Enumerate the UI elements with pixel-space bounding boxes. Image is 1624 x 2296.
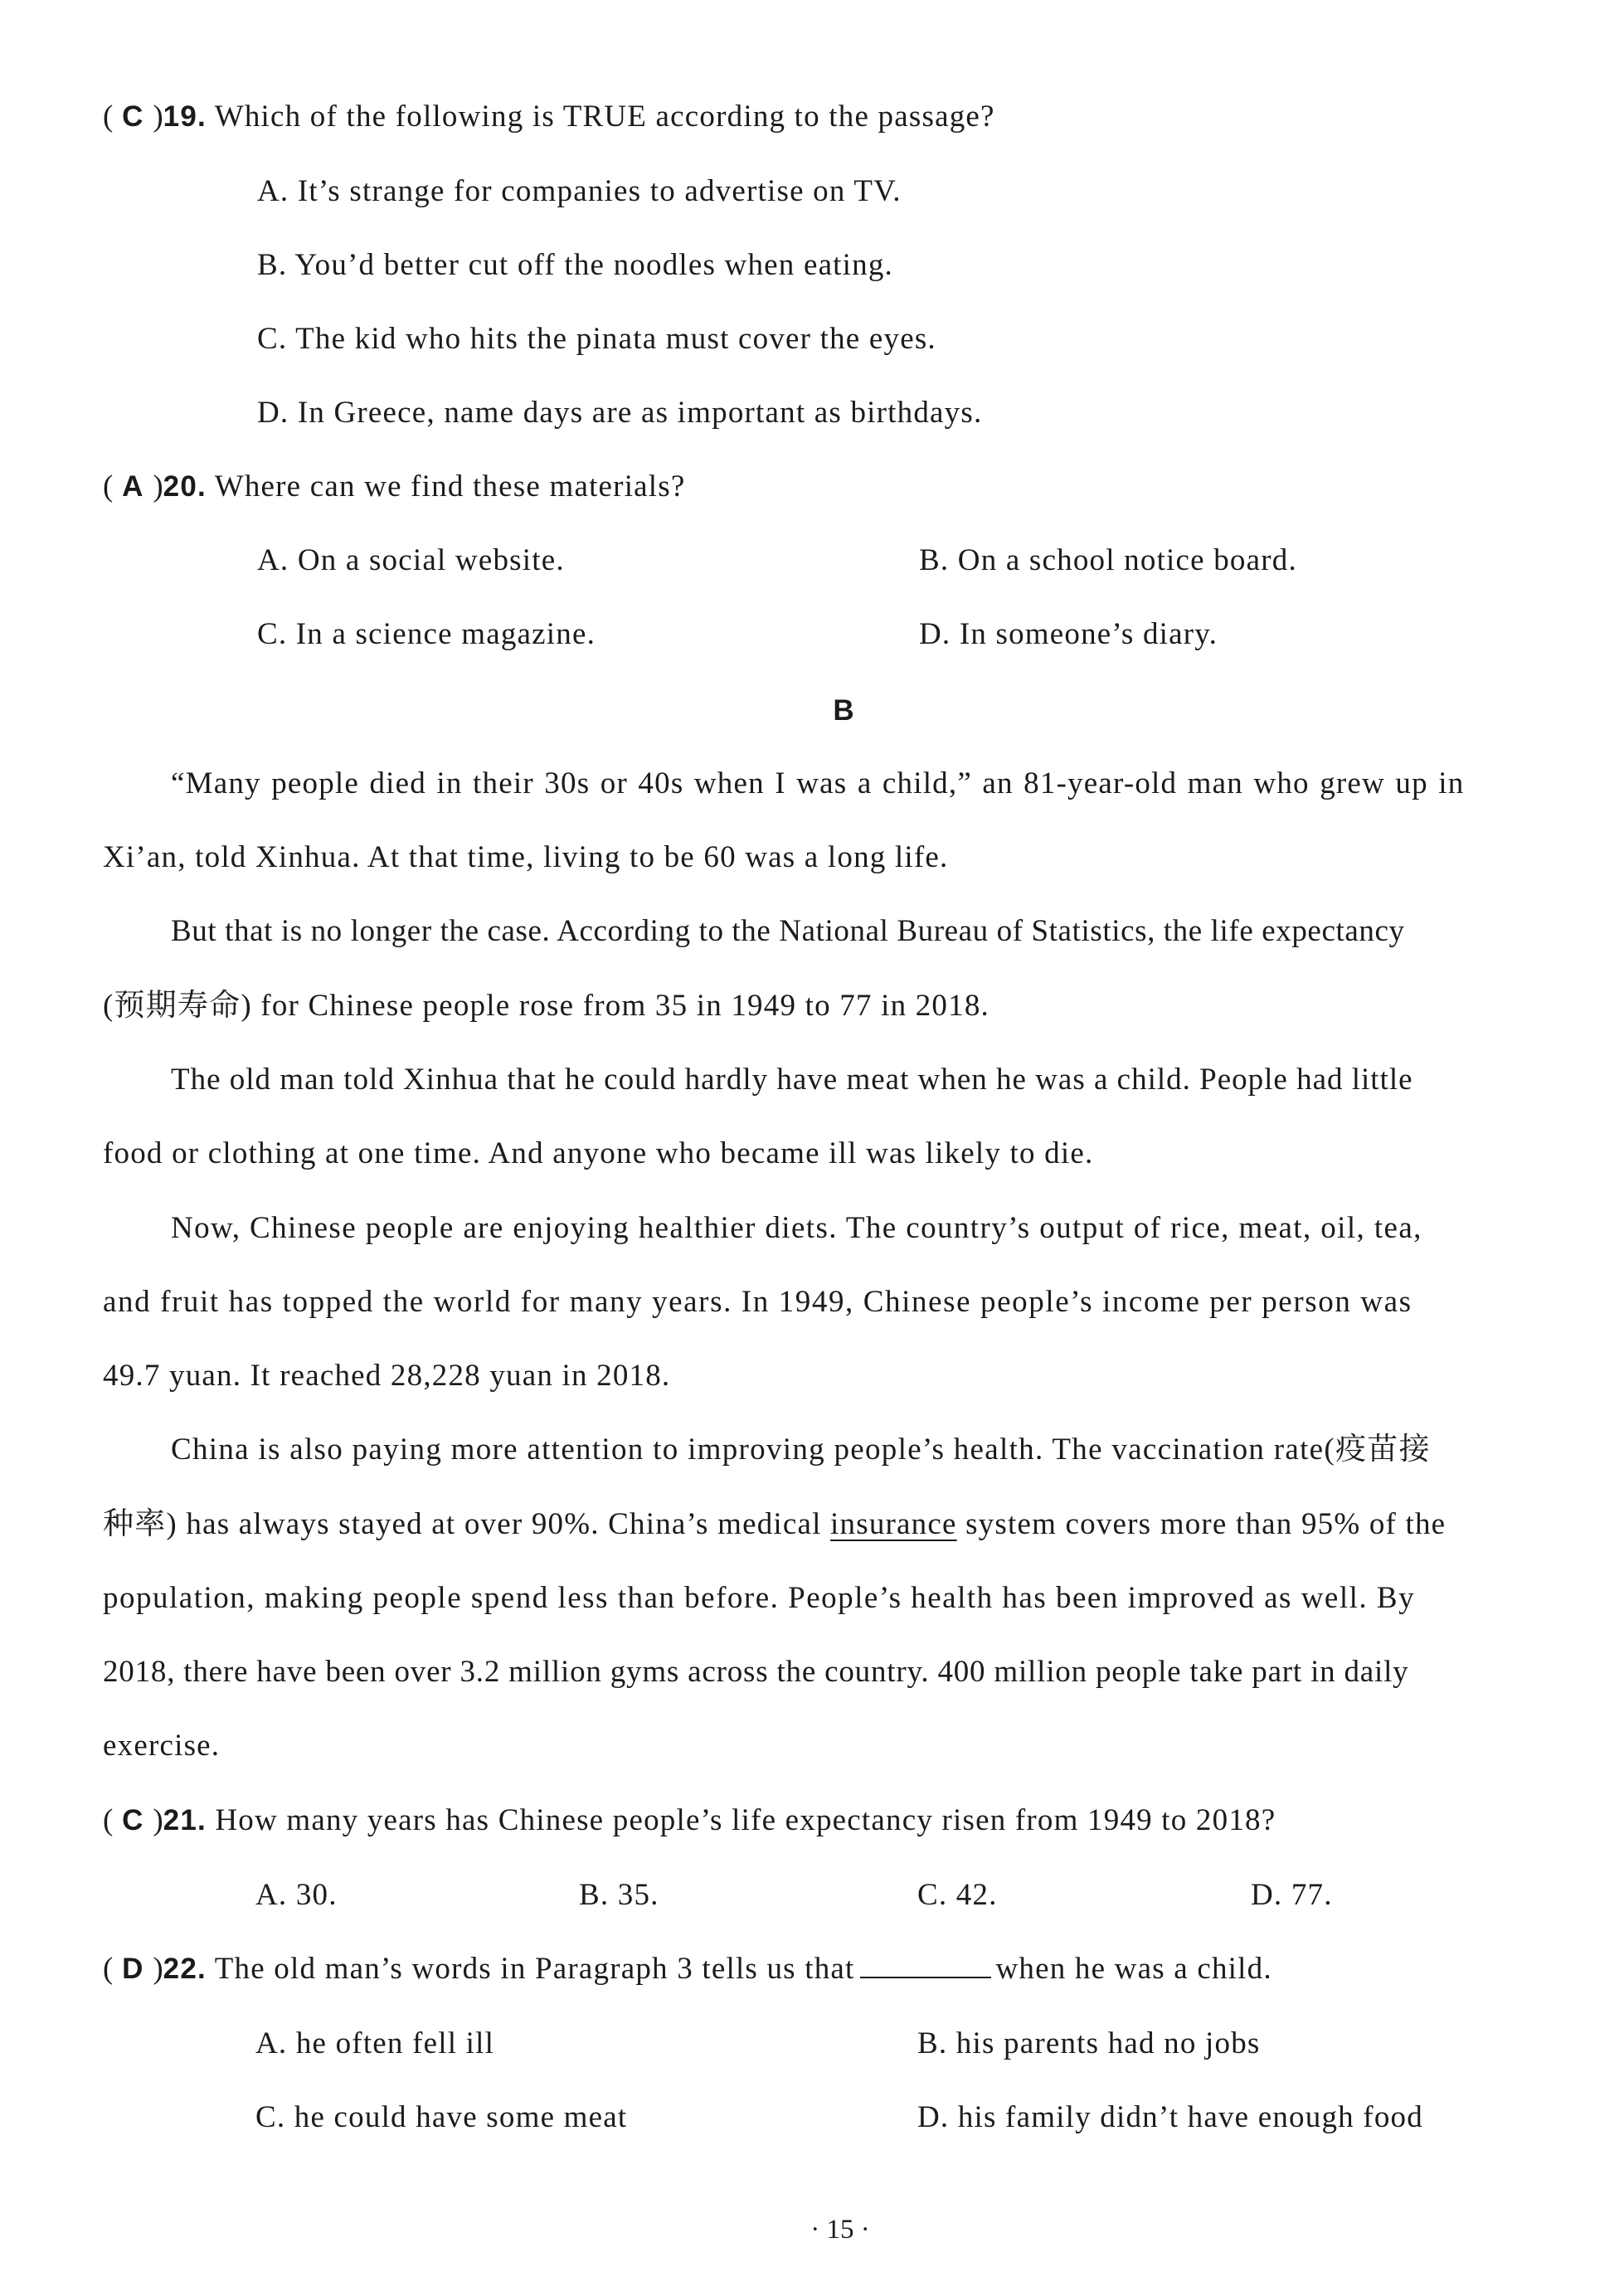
answer-22: D [122, 1953, 144, 1985]
question-19 [103, 98, 995, 136]
q21-option-d: D. 77. [1251, 1878, 1333, 1912]
q22-option-c: C. he could have some meat [255, 2100, 628, 2134]
question-number-20: 20. [163, 470, 207, 503]
q22-option-d: D. his family didn’t have enough food [917, 2100, 1423, 2134]
open-paren: ( [103, 100, 114, 134]
paragraph-3-line-2: food or clothing at one time. And anyone who became ill was likely to die. [103, 1136, 1094, 1170]
q19-option-d: D. In Greece, name days are as important as birthdays. [257, 396, 983, 430]
q20-option-b: B. On a school notice board. [919, 543, 1297, 577]
paragraph-5-line-5: exercise. [103, 1729, 221, 1763]
q20-option-c: C. In a science magazine. [257, 617, 596, 651]
paragraph-1-line-1: “Many people died in their 30s or 40s when I was a child,” an 81-year-old man who grew up in [171, 766, 1465, 800]
question-21-text: How many years has Chinese people’s life expectancy risen from 1949 to 2018? [215, 1803, 1276, 1837]
paragraph-5-line-2-start: 种率) has always stayed at over 90%. China’s medical [103, 1507, 822, 1541]
open-paren: ( [103, 1952, 114, 1986]
question-22-text-after: when he was a child. [995, 1952, 1272, 1986]
paragraph-2-line-1: But that is no longer the case. According to the National Bureau of Statistics, the life expectancy [171, 914, 1405, 948]
paragraph-2-line-2: (预期寿命) for Chinese people rose from 35 in 1949 to 77 in 2018. [103, 989, 989, 1023]
paragraph-5-line-3: population, making people spend less than before. People’s health has been improved as well. By [103, 1581, 1416, 1615]
open-paren: ( [103, 1803, 114, 1837]
q22-option-b: B. his parents had no jobs [917, 2026, 1261, 2060]
q19-option-b: B. You’d better cut off the noodles when eating. [257, 248, 893, 282]
question-20-text: Where can we find these materials? [214, 469, 686, 503]
section-title: B [833, 694, 854, 727]
q22-option-a: A. he often fell ill [255, 2026, 495, 2060]
paragraph-4-line-3: 49.7 yuan. It reached 28,228 yuan in 2018. [103, 1359, 671, 1393]
answer-blank [860, 1952, 991, 1978]
close-paren: ) [153, 100, 163, 134]
paragraph-3-line-1: The old man told Xinhua that he could hardly have meat when he was a child. People had little [171, 1063, 1413, 1097]
q20-option-a: A. On a social website. [257, 543, 565, 577]
q21-option-a: A. 30. [255, 1878, 338, 1912]
answer-19: C [122, 100, 144, 133]
question-number-22: 22. [163, 1953, 207, 1985]
question-20 [103, 468, 686, 506]
question-19-text: Which of the following is TRUE according to the passage? [214, 100, 995, 134]
page-number: · 15 · [810, 2215, 870, 2245]
paragraph-5-line-2 [103, 1506, 1446, 1544]
paragraph-1-line-2: Xi’an, told Xinhua. At that time, living to be 60 was a long life. [103, 840, 949, 874]
question-number-19: 19. [163, 100, 207, 133]
answer-20: A [122, 470, 144, 503]
question-22 [103, 1950, 1272, 1988]
question-22-text-before: The old man’s words in Paragraph 3 tells us that [214, 1952, 855, 1986]
close-paren: ) [153, 1803, 163, 1837]
paragraph-4-line-2: and fruit has topped the world for many years. In 1949, Chinese people’s income per person was [103, 1285, 1412, 1319]
q20-option-d: D. In someone’s diary. [919, 617, 1218, 651]
close-paren: ) [153, 469, 163, 503]
question-number-21: 21. [163, 1804, 207, 1836]
open-paren: ( [103, 469, 114, 503]
paragraph-5-line-4: 2018, there have been over 3.2 million gyms across the country. 400 million people take part in daily [103, 1655, 1409, 1689]
question-21 [103, 1802, 1276, 1840]
paragraph-5-line-2-end: system covers more than 95% of the [965, 1507, 1447, 1541]
answer-21: C [122, 1804, 144, 1836]
q21-option-c: C. 42. [917, 1878, 998, 1912]
q19-option-c: C. The kid who hits the pinata must cover the eyes. [257, 322, 936, 356]
underlined-word: insurance [830, 1507, 957, 1541]
paragraph-4-line-1: Now, Chinese people are enjoying healthier diets. The country’s output of rice, meat, oil, tea, [171, 1211, 1422, 1245]
q19-option-a: A. It’s strange for companies to advertise on TV. [257, 174, 902, 208]
q21-option-b: B. 35. [579, 1878, 659, 1912]
close-paren: ) [153, 1952, 163, 1986]
paragraph-5-line-1: China is also paying more attention to improving people’s health. The vaccination rate(疫苗接 [171, 1433, 1431, 1467]
